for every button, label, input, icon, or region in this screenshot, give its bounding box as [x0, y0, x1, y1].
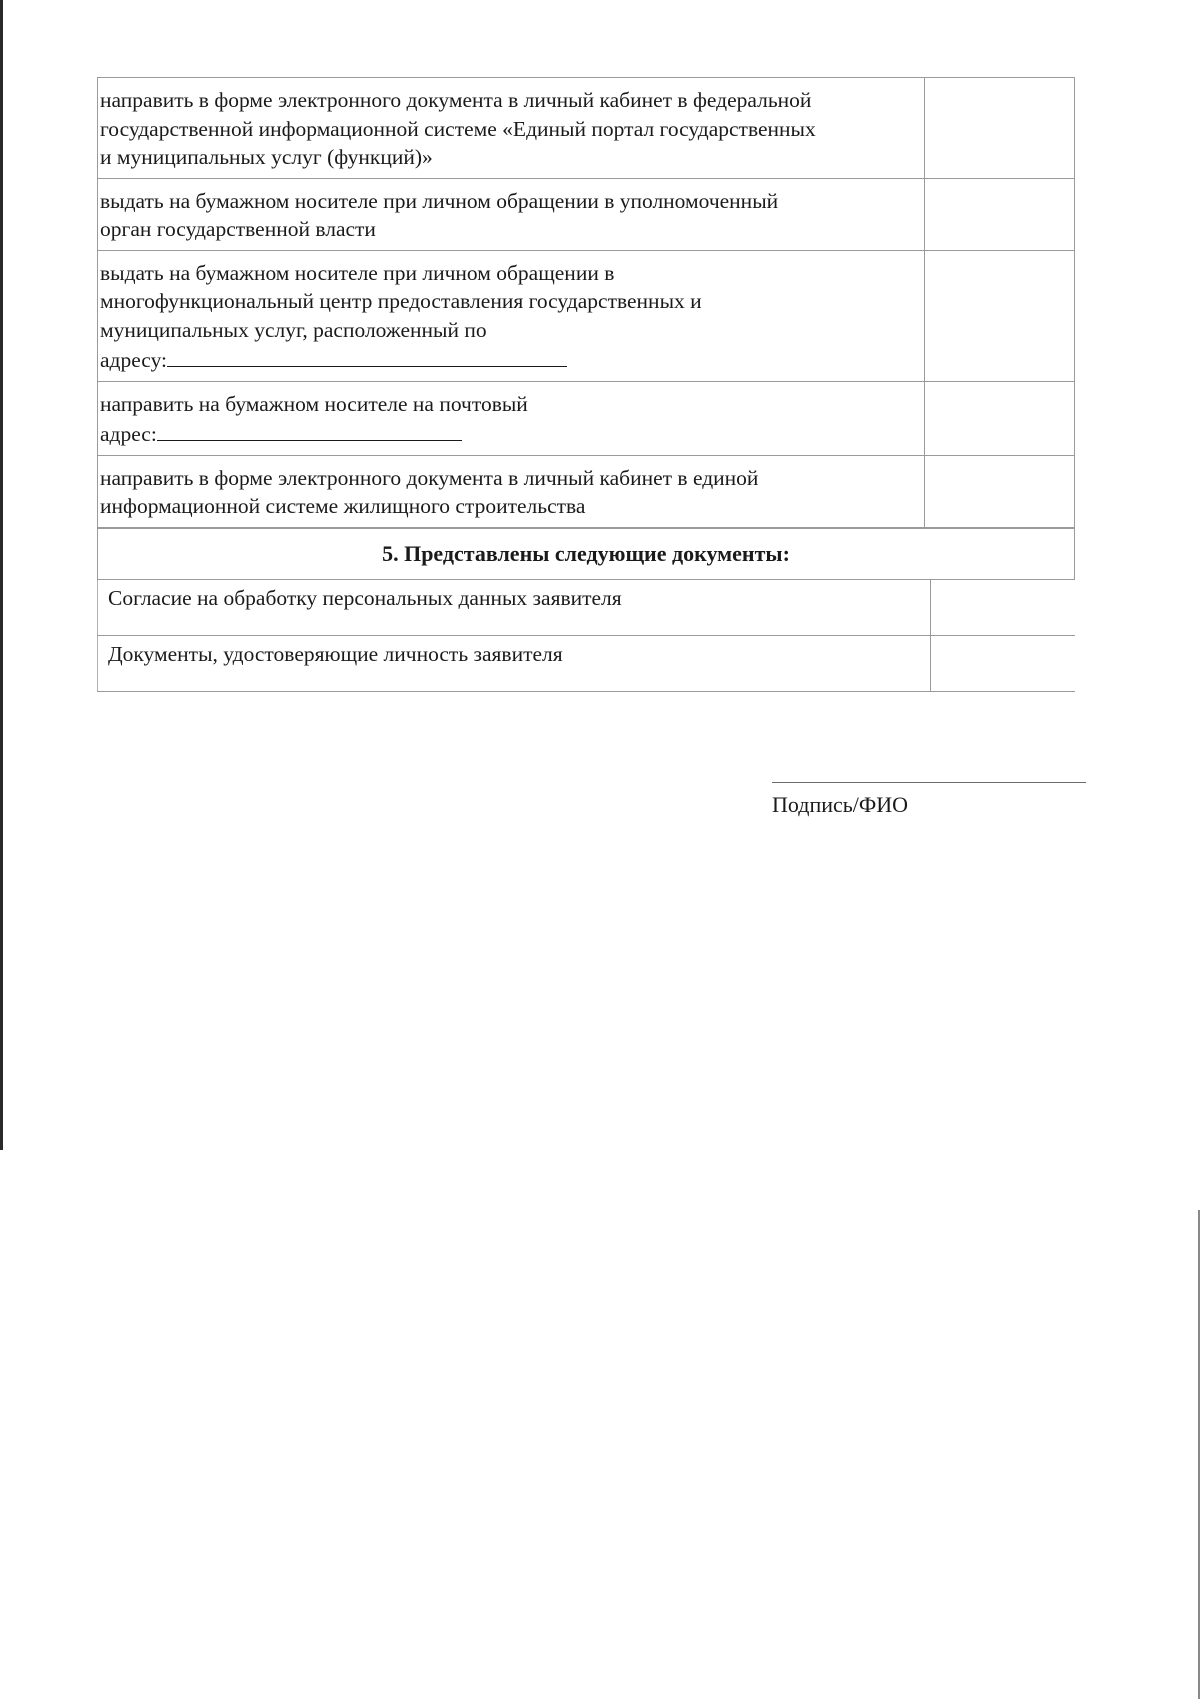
- form-page: [97, 77, 1075, 692]
- address-label: адрес:: [100, 422, 157, 446]
- documents-table: [97, 528, 1075, 692]
- delivery-option-row: [98, 250, 1075, 381]
- delivery-option-checkbox-cell[interactable]: [924, 381, 1074, 455]
- address-blank-field[interactable]: [167, 344, 567, 367]
- delivery-options-table: [97, 77, 1075, 528]
- delivery-option-checkbox-cell[interactable]: [924, 78, 1074, 179]
- delivery-option-row: [98, 178, 1075, 250]
- signature-block: [772, 782, 1086, 819]
- documents-section-title: 5. Представлены следующие документы:: [98, 528, 1075, 579]
- address-line: [100, 418, 918, 449]
- document-label: Согласие на обработку персональных данных заявителя: [98, 579, 931, 635]
- document-checkbox-cell[interactable]: [931, 635, 1075, 691]
- address-label: адресу:: [100, 348, 168, 372]
- delivery-option-row: [98, 381, 1075, 455]
- delivery-option-text: [98, 455, 925, 527]
- scan-edge-left: [0, 0, 3, 1150]
- option-text-line: выдать на бумажном носителе при личном обращении в уполномоченный: [100, 188, 779, 213]
- signature-line[interactable]: [772, 782, 1086, 791]
- delivery-option-checkbox-cell[interactable]: [924, 455, 1074, 527]
- documents-section-header-row: [98, 528, 1075, 579]
- delivery-option-checkbox-cell[interactable]: [924, 178, 1074, 250]
- option-text-line: орган государственной власти: [100, 217, 376, 241]
- document-row: [98, 579, 1075, 635]
- delivery-option-text: [98, 178, 925, 250]
- option-text-line: выдать на бумажном носителе при личном обращении в: [100, 260, 615, 285]
- delivery-option-row: [98, 78, 1075, 179]
- document-label: Документы, удостоверяющие личность заявителя: [98, 635, 931, 691]
- option-text-line: информационной системе жилищного строительства: [100, 494, 586, 518]
- delivery-option-checkbox-cell[interactable]: [924, 250, 1074, 381]
- document-checkbox-cell[interactable]: [931, 579, 1075, 635]
- document-row: [98, 635, 1075, 691]
- delivery-option-text: [98, 78, 925, 179]
- postal-address-blank-field[interactable]: [157, 418, 462, 441]
- option-text-line: направить в форме электронного документа в личный кабинет в федеральной: [100, 88, 812, 112]
- address-line: [100, 344, 918, 375]
- option-text-line: муниципальных услуг, расположенный по: [100, 317, 487, 342]
- delivery-option-text: [98, 250, 925, 381]
- option-text-line: направить в форме электронного документа в личный кабинет в единой: [100, 465, 759, 490]
- option-text-line: направить на бумажном носителе на почтовый: [100, 391, 528, 416]
- delivery-option-text: [98, 381, 925, 455]
- option-text-line: и муниципальных услуг (функций)»: [100, 145, 433, 169]
- delivery-option-row: [98, 455, 1075, 527]
- option-text-line: государственной информационной системе «Единый портал государственных: [100, 116, 816, 141]
- option-text-line: многофункциональный центр предоставления государственных и: [100, 289, 702, 313]
- signature-label: Подпись/ФИО: [772, 792, 909, 817]
